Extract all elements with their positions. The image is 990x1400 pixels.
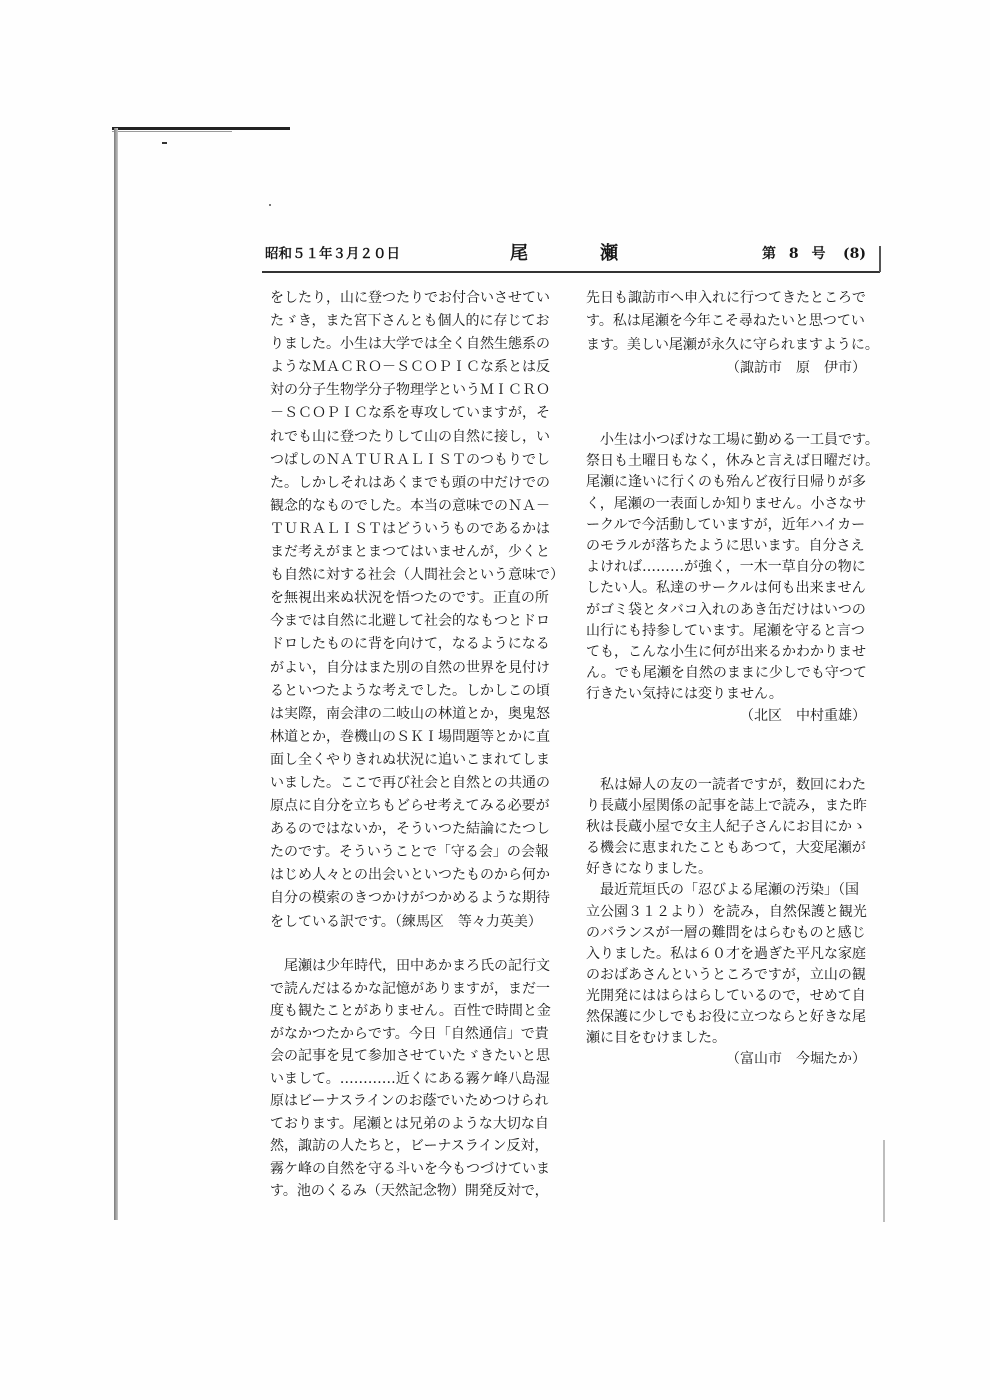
text-line: 自分の模索のきつかけがつかめるような期待 bbox=[270, 890, 550, 907]
text-line: を無視出来ぬ状況を悟つたのです。正直の所 bbox=[270, 590, 549, 607]
letter-block-right-2 bbox=[586, 430, 886, 727]
text-line: 秋は長蔵小屋で女主人紀子さんにお目にかゝ bbox=[586, 819, 866, 836]
text-line: したい人。私達のサークルは何も出来ません bbox=[586, 580, 866, 597]
text-line: す。池のくるみ（天然記念物）開発反対で， bbox=[270, 1183, 549, 1199]
text-line: のおばあさんというところですが，立山の観 bbox=[586, 966, 866, 983]
scan-edge-line bbox=[883, 1140, 885, 1222]
text-line: 私は婦人の友の一読者ですが，数回にわた bbox=[586, 777, 866, 793]
text-line: 然保護に少しでもお役に立つならと好きな尾 bbox=[586, 1009, 866, 1026]
text-line: ＴＵＲＡＬＩＳＴはどういうものであるかは bbox=[270, 520, 550, 537]
text-line: 立公園３１２より）を読み，自然保護と観光 bbox=[586, 903, 867, 920]
text-line: ます。美しい尾瀬が永久に守られますように。 bbox=[586, 336, 879, 353]
text-line: ようなＭＡＣＲＯ－ＳＣＯＰＩＣな系とは反 bbox=[270, 359, 550, 376]
page-edge-mark bbox=[879, 246, 881, 272]
newsletter-title-char: 瀬 bbox=[600, 243, 618, 264]
text-line: よければ………が強く，一木一草自分の物に bbox=[586, 559, 866, 576]
issue-date: 昭和５１年３月２０日 bbox=[265, 246, 400, 262]
text-line: 好きになりました。 bbox=[586, 861, 712, 878]
text-line: ても，こんな小生に何が出来るかわかりませ bbox=[586, 644, 866, 661]
text-line: れでも山に登つたりして山の自然に接し，い bbox=[270, 428, 550, 445]
letter-block-left-2 bbox=[270, 955, 570, 1203]
text-line: 山行にも持参しています。尾瀬を守ると言つ bbox=[586, 622, 865, 639]
text-line: がなかつたからです。今日「自然通信」で貴 bbox=[270, 1025, 549, 1042]
newsletter-title-char: 尾 bbox=[510, 243, 528, 264]
text-line: たのです。そういうことで「守る会」の会報 bbox=[270, 844, 549, 861]
scan-mark bbox=[269, 204, 271, 206]
scan-edge-line bbox=[112, 127, 290, 130]
text-line: 面し全くやりきれぬ状況に追いこまれてしま bbox=[270, 751, 550, 768]
text-line: 対の分子生物学分子物理学というＭＩＣＲＯ bbox=[270, 382, 550, 399]
text-line: 今までは自然に北避して社会的なもつとドロ bbox=[270, 613, 550, 630]
author-signature: （北区 中村重雄） bbox=[740, 707, 866, 724]
text-line: 光開発にははらはらしているので，せめて自 bbox=[586, 987, 866, 1004]
text-line: あるのではないか，そういつた結論にたつし bbox=[270, 821, 550, 838]
text-line: る機会に恵まれたこともあつて，大変尾瀬が bbox=[586, 840, 866, 857]
letter-block-left-1 bbox=[270, 287, 570, 934]
text-line: がよい，自分はまた別の自然の世界を見付け bbox=[270, 659, 550, 676]
text-line: 原点に自分を立ちもどらせ考えてみる必要が bbox=[270, 798, 550, 815]
text-line: いまして。…………近くにある霧ケ峰八島湿 bbox=[270, 1070, 550, 1087]
text-line: も自然に対する社会（人間社会という意味で） bbox=[270, 567, 564, 584]
text-line: ております。尾瀬とは兄弟のような大切な自 bbox=[270, 1115, 549, 1132]
header-rule bbox=[262, 271, 880, 273]
text-line: ークルで今活動していますが，近年ハイカー bbox=[586, 516, 866, 533]
text-line: りました。小生は大学では全く自然生態系の bbox=[270, 336, 550, 353]
scan-edge-line bbox=[112, 131, 232, 132]
text-line: 林道とか，巻機山のＳＫＩ場問題等とかに直 bbox=[270, 728, 550, 745]
text-line: 原はビーナスラインのお蔭でいためつけられ bbox=[270, 1093, 549, 1109]
text-line: －ＳＣＯＰＩＣな系を専攻していますが，そ bbox=[270, 405, 550, 422]
text-line: のモラルが落ちたように思います。自分さえ bbox=[586, 538, 865, 555]
text-line: まだ考えがまとまつてはいませんが，少くと bbox=[270, 544, 550, 561]
text-line: はじめ人々との出会いといつたものから何か bbox=[270, 867, 550, 884]
text-line: ん。でも尾瀬を自然のままに少しでも守つて bbox=[586, 665, 867, 682]
text-line: るといつたような考えでした。しかしこの頃 bbox=[270, 682, 550, 699]
text-line: いました。ここで再び社会と自然との共通の bbox=[270, 774, 550, 791]
text-line: 先日も諏訪市へ申入れに行つてきたところで bbox=[586, 290, 866, 306]
text-line: た。しかしそれはあくまでも頭の中だけでの bbox=[270, 474, 550, 491]
author-signature: （富山市 今堀たか） bbox=[726, 1051, 866, 1068]
text-line: 行きたい気持には変りません。 bbox=[586, 686, 783, 703]
text-line: で読んだはるかな記憶がありますが，まだ一 bbox=[270, 980, 550, 997]
text-line: 入りました。私は６０才を過ぎた平凡な家庭 bbox=[586, 945, 866, 962]
author-signature: （諏訪市 原 伊市） bbox=[726, 359, 866, 376]
text-line: 尾瀬は少年時代，田中あかまろ氏の記行文 bbox=[270, 958, 550, 974]
letter-block-right-1 bbox=[586, 287, 886, 380]
text-line: のバランスが一層の難問をはらむものと感じ bbox=[586, 924, 866, 941]
page-number: (8) bbox=[843, 246, 866, 262]
text-line: 会の記事を見て参加させていたゞきたいと思 bbox=[270, 1048, 550, 1064]
scan-mark bbox=[162, 142, 167, 144]
text-line: たゞき，また宮下さんとも個人的に存じてお bbox=[270, 313, 550, 330]
text-line: つぱしのＮＡＴＵＲＡＬＩＳＴのつもりでし bbox=[270, 451, 550, 468]
text-line: す。私は尾瀬を今年こそ尋ねたいと思つてい bbox=[586, 313, 865, 330]
issue-number: 第 8 号 bbox=[762, 246, 830, 262]
text-line: 小生は小つぽけな工場に勤める一工員です。 bbox=[586, 432, 879, 448]
text-line: をしたり，山に登つたりでお付合いさせてい bbox=[270, 290, 550, 306]
text-line: がゴミ袋とタバコ入れのあき缶だけはいつの bbox=[586, 601, 866, 618]
text-line: 瀬に目をむけました。 bbox=[586, 1030, 726, 1047]
text-line: 尾瀬に逢いに行くのも殆んど夜行日帰りが多 bbox=[586, 474, 866, 491]
text-line: く，尾瀬の一表面しか知りません。小さなサ bbox=[586, 495, 867, 512]
text-line: 観念的なものでした。本当の意味でのＮＡ－ bbox=[270, 497, 550, 514]
text-line: 然，諏訪の人たちと，ビーナスライン反対， bbox=[270, 1138, 549, 1154]
text-line: をしている訳です。（練馬区 等々力英美） bbox=[270, 913, 542, 930]
text-line: 度も観たことがありません。百性で時間と金 bbox=[270, 1003, 551, 1019]
text-line: 霧ケ峰の自然を守る斗いを今もつづけていま bbox=[270, 1160, 550, 1177]
text-line: は実際，南会津の二岐山の林道とか，奥鬼怒 bbox=[270, 705, 550, 722]
text-line: 最近荒垣氏の「忍びよる尾瀬の汚染」（国 bbox=[586, 882, 859, 899]
text-line: ドロしたものに背を向けて，なるようになる bbox=[270, 636, 550, 653]
letter-block-right-3 bbox=[586, 775, 886, 1070]
scan-edge-line bbox=[114, 128, 118, 1220]
text-line: り長蔵小屋関係の記事を誌上で読み，また昨 bbox=[586, 798, 867, 815]
text-line: 祭日も土曜日もなく，休みと言えば日曜だけ。 bbox=[586, 453, 880, 470]
